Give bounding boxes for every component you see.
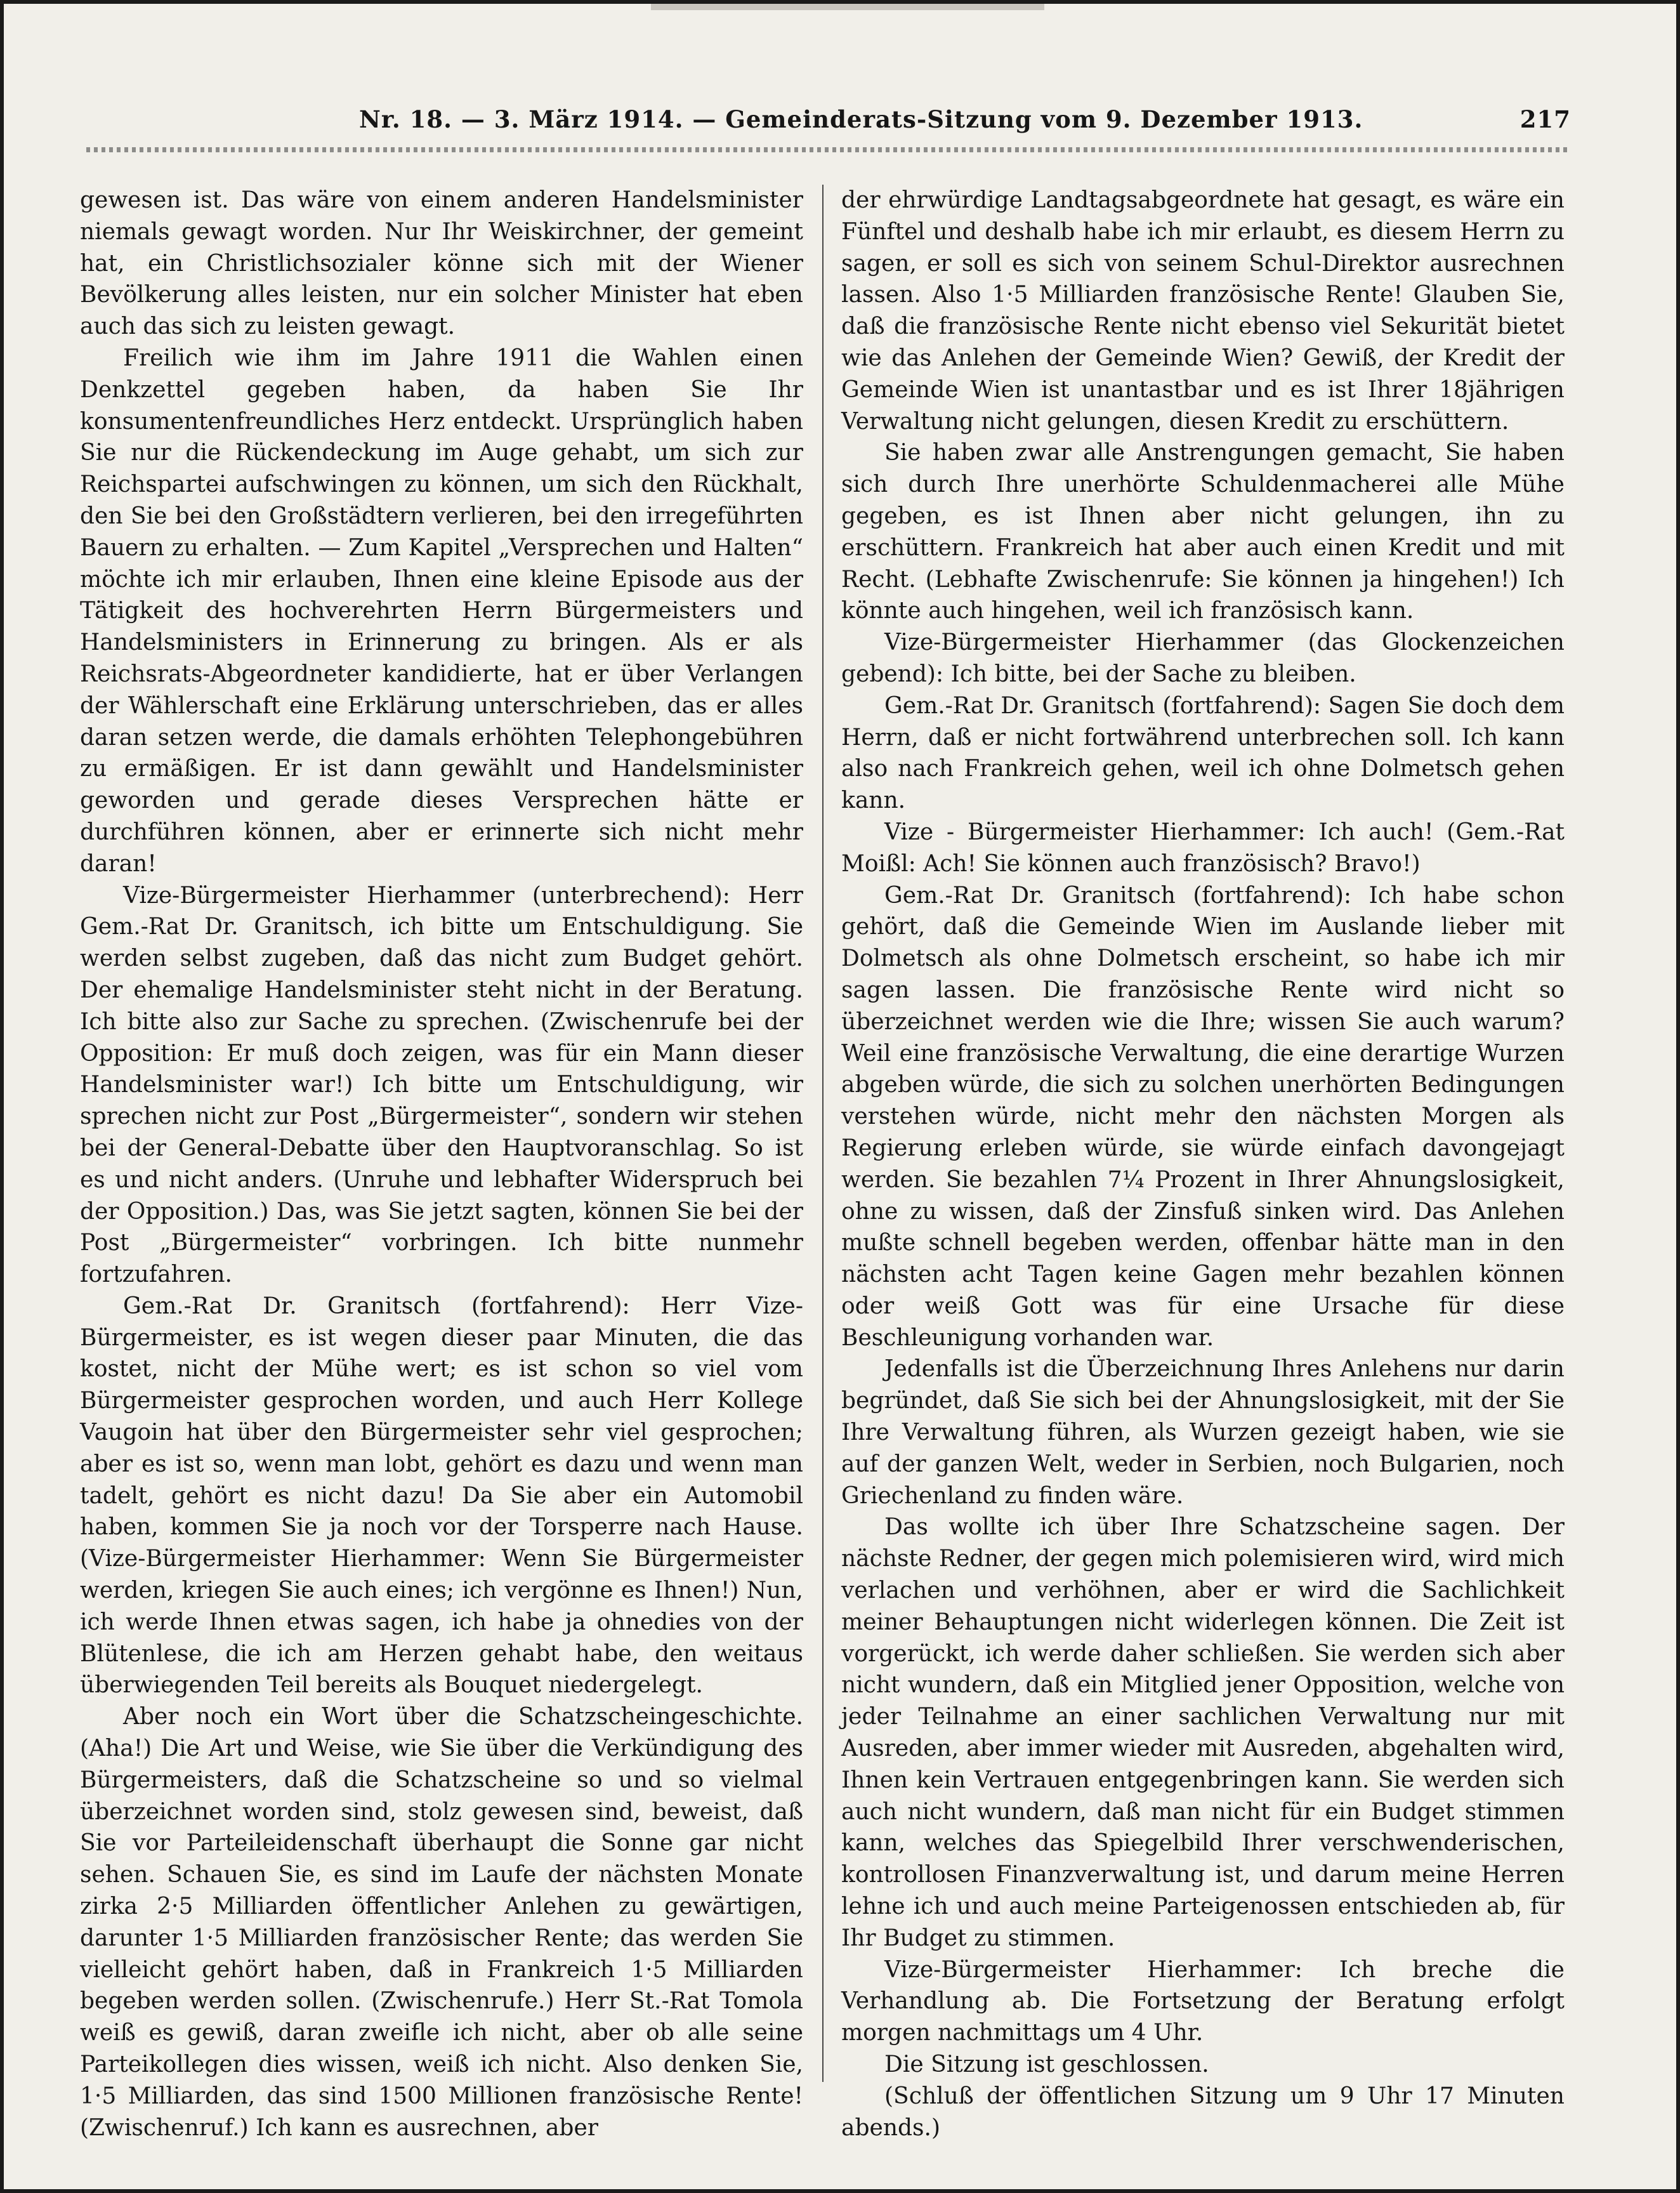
paragraph: gewesen ist. Das wäre von einem anderen Handelsminister niemals gewagt worden. Nur Ihr Weiskirchner, der gemeint hat, ein Christlichsozialer könne sich mit der Wiener Bevölkerung alles leisten, nur ein solcher Minister hat eben auch das sich zu leisten gewagt.: [80, 187, 803, 340]
paragraph-speaker-granitsch: Gem.-Rat Dr. Granitsch (fortfahrend): Herr Vize-Bürgermeister, es ist wegen dieser paar Minuten, die das kostet, nicht der Mühe wert; es ist schon so viel vom Bürgermeister gesprochen worden, und auch Herr Kollege Vaugoin hat über den Bürgermeister sehr viel gesprochen; aber es ist so, wenn man lobt, gehört es dazu und wenn man tadelt, gehört es nicht dazu! Da Sie aber ein Automobil haben, kommen Sie ja noch vor der Torsperre nach Hause. (Vize-Bürgermeister Hierhammer: Wenn Sie Bürgermeister werden, kriegen Sie auch eines; ich vergönne es Ihnen!) Nun, ich werde Ihnen etwas sagen, ich habe ja ohnedies von der Blütenlese, die ich am Herzen gehabt habe, den weitaus überwiegenden Teil bereits als Bouquet niedergelegt.: [80, 1293, 803, 1699]
paragraph: Jedenfalls ist die Überzeichnung Ihres Anlehens nur darin begründet, daß Sie sich bei der Ahnungslosigkeit, mit der Sie Ihre Verwaltung führen, als Wurzen gezeigt haben, wie sie auf der ganzen Welt, weder in Serbien, noch Bulgarien, noch Griechenland zu finden wäre.: [841, 1356, 1565, 1509]
closing-note: (Schluß der öffentlichen Sitzung um 9 Uhr 17 Minuten abends.): [841, 2083, 1565, 2141]
right-column: [841, 185, 1565, 2144]
scan-edge-mark: [651, 4, 1044, 10]
header-rule: [86, 147, 1571, 152]
paragraph: Das wollte ich über Ihre Schatzscheine sagen. Der nächste Redner, der gegen mich polemisieren wird, wird mich verlachen und verhöhnen, aber er wird die Sachlichkeit meiner Behauptungen nicht widerlegen können. Die Zeit ist vorgerückt, ich werde daher schließen. Sie werden sich aber nicht wundern, daß ein Mitglied jener Opposition, welche von jeder Teilnahme an einer sachlichen Verwaltung nur mit Ausreden, aber immer wieder mit Ausreden, abgehalten wird, Ihnen kein Vertrauen entgegenbringen kann. Sie werden sich auch nicht wundern, daß man nicht für ein Budget stimmen kann, welches das Spiegelbild Ihrer verschwenderischen, kontrollosen Finanzverwaltung ist, und darum meine Herren lehne ich und auch meine Parteigenossen entschieden ab, für Ihr Budget zu stimmen.: [841, 1514, 1565, 1951]
column-divider: [822, 185, 824, 2082]
paragraph-speaker-hierhammer: Vize-Bürgermeister Hierhammer: Ich breche die Verhandlung ab. Die Fortsetzung der Beratung erfolgt morgen nachmittags um 4 Uhr.: [841, 1956, 1565, 2046]
paragraph-speaker-granitsch: Gem.-Rat Dr. Granitsch (fortfahrend): Ich habe schon gehört, daß die Gemeinde Wien im Auslande lieber mit Dolmetsch als ohne Dolmetsch erscheint, so habe ich mir sagen lassen. Die französische Rente wird nicht so überzeichnet werden wie die Ihre; wissen Sie auch warum? Weil eine französische Verwaltung, die eine derartige Wurzen abgeben würde, die sich zu solchen unerhörten Bedingungen verstehen würde, nicht mehr den nächsten Morgen als Regierung erleben würde, sie würde einfach davongejagt werden. Sie bezahlen 7¼ Prozent in Ihrer Ahnungslosigkeit, ohne zu wissen, daß der Zinsfuß sinken wird. Das Anlehen mußte schnell begeben werden, offenbar hätte man in den nächsten acht Tagen keine Gagen mehr bezahlen können oder weiß Gott was für eine Ursache für diese Beschleunigung vorhanden war.: [841, 882, 1565, 1351]
paragraph: der ehrwürdige Landtagsabgeordnete hat gesagt, es wäre ein Fünftel und deshalb habe ich mir erlaubt, es diesem Herrn zu sagen, er soll es sich von seinem Schul-Direktor ausrechnen lassen. Also 1·5 Milliarden französische Rente! Glauben Sie, daß die französische Rente nicht ebenso viel Sekurität bietet wie das Anlehen der Gemeinde Wien? Gewiß, der Kredit der Gemeinde Wien ist unantastbar und es ist Ihrer 18jährigen Verwaltung nicht gelungen, diesen Kredit zu erschüttern.: [841, 187, 1565, 435]
paragraph-speaker-granitsch: Gem.-Rat Dr. Granitsch (fortfahrend): Sagen Sie doch dem Herrn, daß er nicht fortwährend unterbrechen soll. Ich kann also nach Frankreich gehen, weil ich ohne Dolmetsch gehen kann.: [841, 692, 1565, 814]
paragraph: Sie haben zwar alle Anstrengungen gemacht, Sie haben sich durch Ihre unerhörte Schuldenmacherei alle Mühe gegeben, es ist Ihnen aber nicht gelungen, ihn zu erschüttern. Frankreich hat aber auch einen Kredit und mit Recht. (Lebhafte Zwischenrufe: Sie können ja hingehen!) Ich könnte auch hingehen, weil ich französisch kann.: [841, 440, 1565, 624]
page-number: 217: [1519, 105, 1571, 133]
paragraph-speaker-hierhammer: Vize-Bürgermeister Hierhammer (das Glockenzeichen gebend): Ich bitte, bei der Sache zu bleiben.: [841, 629, 1565, 687]
left-column: [80, 185, 803, 2144]
paragraph-speaker-hierhammer: Vize - Bürgermeister Hierhammer: Ich auch! (Gem.-Rat Moißl: Ach! Sie können auch französisch? Bravo!): [841, 819, 1565, 877]
running-header: [86, 105, 1571, 143]
paragraph: Die Sitzung ist geschlossen.: [884, 2051, 1209, 2078]
header-title: Nr. 18. — 3. März 1914. — Gemeinderats-Sitzung vom 9. Dezember 1913.: [359, 105, 1363, 133]
paragraph: Aber noch ein Wort über die Schatzscheingeschichte. (Aha!) Die Art und Weise, wie Sie über die Verkündigung des Bürgermeisters, daß die Schatzscheine so und so vielmal überzeichnet worden sind, stolz gewesen sind, beweist, daß Sie vor Parteileidenschaft überhaupt die Sonne gar nicht sehen. Schauen Sie, es sind im Laufe der nächsten Monate zirka 2·5 Milliarden öffentlicher Anlehen zu gewärtigen, darunter 1·5 Milliarden französischer Rente; das werden Sie vielleicht gehört haben, daß in Frankreich 1·5 Milliarden begeben werden sollen. (Zwischenrufe.) Herr St.-Rat Tomola weiß es gewiß, daran zweifle ich nicht, aber ob alle seine Parteikollegen dies wissen, weiß ich nicht. Also denken Sie, 1·5 Milliarden, das sind 1500 Millionen französische Rente! (Zwischenruf.) Ich kann es ausrechnen, aber: [80, 1704, 803, 2141]
paragraph: Freilich wie ihm im Jahre 1911 die Wahlen einen Denkzettel gegeben haben, da haben Sie Ihr konsumentenfreundliches Herz entdeckt. Ursprünglich haben Sie nur die Rückendeckung im Auge gehabt, um sich zur Reichspartei aufschwingen zu können, um sich den Rückhalt, den Sie bei den Großstädtern verlieren, bei den irregeführten Bauern zu erhalten. — Zum Kapitel „Versprechen und Halten“ möchte ich mir erlauben, Ihnen eine kleine Episode aus der Tätigkeit des hochverehrten Herrn Bürgermeisters und Handelsministers in Erinnerung zu bringen. Als er als Reichsrats-Abgeordneter kandidierte, hat er über Verlangen der Wählerschaft eine Erklärung unterschrieben, das er alles daran setzen werde, die damals erhöhten Telephongebühren zu ermäßigen. Er ist dann gewählt und Handelsminister geworden und gerade dieses Versprechen hätte er durchführen können, aber er erinnerte sich nicht mehr daran!: [80, 345, 803, 877]
paragraph-speaker-hierhammer: Vize-Bürgermeister Hierhammer (unterbrechend): Herr Gem.-Rat Dr. Granitsch, ich bitte um Entschuldigung. Sie werden selbst zugeben, daß das nicht zum Budget gehört. Der ehemalige Handelsminister steht nicht in der Beratung. Ich bitte also zur Sache zu sprechen. (Zwischenrufe bei der Opposition: Er muß doch zeigen, was für ein Mann dieser Handelsminister war!) Ich bitte um Entschuldigung, wir sprechen nicht zur Post „Bürgermeister“, sondern wir stehen bei der General-Debatte über den Hauptvoranschlag. So ist es und nicht anders. (Unruhe und lebhafter Widerspruch bei der Opposition.) Das, was Sie jetzt sagten, können Sie bei der Post „Bürgermeister“ vorbringen. Ich bitte nunmehr fortzufahren.: [80, 882, 803, 1288]
